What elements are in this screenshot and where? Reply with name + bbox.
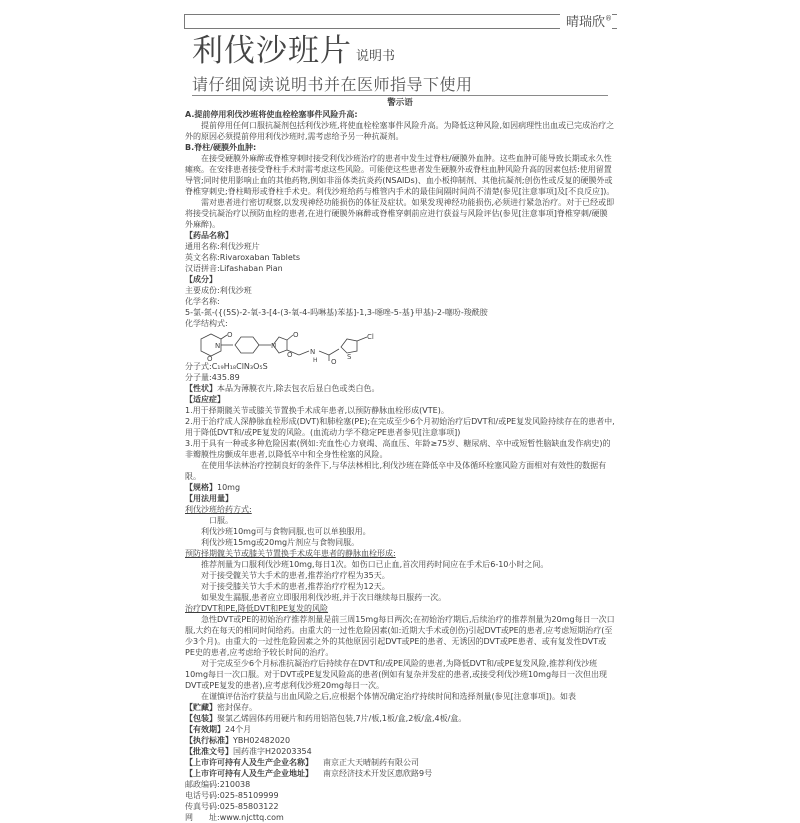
atom-o4: O [287, 351, 293, 359]
warning-a-text: 提前停用任何口服抗凝剂包括利伐沙班,将使血栓栓塞事件风险升高。为降低这种风险,如因病理性出血或已完成治疗之外的原因必须提前停用利伐沙班时,需考虑给予另一种抗凝剂。 [185, 121, 615, 141]
vte-line-1: 推荐剂量为口服利伐沙班10mg,每日1次。如伤口已止血,首次用药时间应在手术后6-10小时之间。 [201, 560, 549, 569]
approval-row: 【批准文号】国药准字H20203354 [185, 747, 312, 756]
brand-logo: 晴瑞欣® [560, 11, 612, 30]
chem-name: 5-氯-氮-({(5S)-2-氧-3-[4-(3-氧-4-吗啉基)苯基]-1,3-噁唑-5-基}甲基)-2-噻吩-羧酰胺 [185, 308, 488, 317]
structure-diagram [187, 331, 487, 365]
warning-b-text2: 需对患者进行密切观察,以发现神经功能损伤的体征及症状。如果发现神经功能损伤,必须进行紧急治疗。对于已经或即将接受抗凝治疗以预防血栓的患者,在进行硬膜外麻醉或脊椎穿刺前应进行获益与风险评估(参见[注意事项]脊椎穿刺/硬膜外麻醉)。 [185, 198, 615, 229]
fax: 传真号码:025-85803122 [185, 802, 279, 811]
dosage-method-1: 口服。 [209, 516, 233, 525]
package-row: 【包装】聚氯乙烯固体药用硬片和药用铝箔包装,7片/板,1板/盒,2板/盒,4板/盒。 [185, 714, 467, 723]
storage-row: 【贮藏】密封保存。 [185, 703, 257, 712]
indications-label: 【适应症】 [185, 395, 225, 404]
atom-cl: Cl [367, 333, 374, 341]
dosage-label: 【用法用量】 [185, 494, 233, 503]
warning-b-title: B.脊柱/硬膜外血肿: [185, 143, 257, 152]
vte-title: 预防择期髋关节或膝关节置换手术成年患者的静脉血栓形成: [185, 549, 396, 558]
atom-nh: N [310, 348, 316, 356]
indication-1: 1.用于择期髋关节或膝关节置换手术成年患者,以预防静脉血栓形成(VTE)。 [185, 406, 449, 415]
title-main: 利伐沙班片 [192, 33, 352, 69]
vte-line-4: 如果发生漏服,患者应立即服用利伐沙班,并于次日继续每日服药一次。 [201, 593, 447, 602]
chem-name-label: 化学名称: [185, 297, 220, 306]
atom-n2: N [271, 342, 277, 350]
address-row: 【上市许可持有人及生产企业地址】 南京经济技术开发区惠欣路9号 [185, 769, 433, 778]
dvt-title: 治疗DVT和PE,降低DVT和PE复发的风险 [185, 604, 329, 613]
drug-name-label: 【药品名称】 [185, 231, 233, 240]
standard-row: 【执行标准】YBH02482020 [185, 736, 291, 745]
header-frame [184, 14, 617, 29]
dvt-text-1: 急性DVT或PE的初始治疗推荐剂量是前三周15mg每日两次;在初始治疗期后,后续治疗的推荐剂量为20mg每日一次口服,大约在每天的相同时间给药。由重大的一过性危险因素(如:近期大手术或创伤)引起DVT或PE的患者,应考虑短期治疗(至少3个月)。由重大的一过性危险因素之外的其他原因引起DVT或PE的患者、无诱因的DVT或PE患者、或有复发性DVT或PE史的患者,应考虑给予较长时间的治疗。 [185, 615, 615, 657]
english-name: 英文名称:Rivaroxaban Tablets [185, 253, 301, 262]
atom-o3: O [293, 331, 299, 339]
dosage-method-2: 利伐沙班10mg可与食物同服,也可以单独服用。 [201, 527, 371, 536]
warning-a-title: A.提前停用利伐沙班将使血栓栓塞事件风险升高: [185, 110, 358, 119]
atom-n1: N [215, 342, 221, 350]
atom-o1: O [207, 355, 213, 363]
molecular-weight: 分子量:435.89 [185, 373, 240, 382]
dvt-text-3: 在谨慎评估治疗获益与出血风险之后,应根据个体情况确定治疗持续时间和选择剂量(参见[注意事项])。如表 [201, 692, 577, 701]
dosage-method-3: 利伐沙班15mg或20mg片剂应与食物同服。 [201, 538, 360, 547]
indication-note: 在使用华法林治疗控制良好的条件下,与华法林相比,利伐沙班在降低卒中及体循环栓塞风险方面相对有效性的数据有限。 [185, 461, 607, 481]
atom-s: S [347, 353, 352, 361]
dosage-method-title: 利伐沙班给药方式: [185, 505, 252, 514]
structure-label: 化学结构式: [185, 319, 228, 328]
instruction-subtitle: 请仔细阅读说明书并在医师指导下使用 [192, 75, 473, 94]
phone: 电话号码:025-85109999 [185, 791, 279, 800]
website-row: 网 址:www.njcttq.com [185, 813, 284, 822]
website: www.njcttq.com [219, 813, 284, 822]
composition-label: 【成分】 [185, 275, 217, 284]
molecular-formula: 分子式:C₁₉H₁₈ClN₃O₅S [185, 362, 268, 371]
postcode: 邮政编码:210038 [185, 780, 251, 789]
vte-line-2: 对于接受髋关节大手术的患者,推荐治疗疗程为35天。 [201, 571, 390, 580]
warning-b-text1: 在接受硬膜外麻醉或脊椎穿刺时接受利伐沙班治疗的患者中发生过脊柱/硬膜外血肿。这些血肿可能导致长期或永久性瘫痪。在安排患者接受脊柱手术时需考虑这些风险。可能使这些患者发生硬膜外或脊柱血肿风险升高的因素包括:使用留置导管;同时使用影响止血的其他药物,例如非甾体类抗炎药(NSAIDs)、血小板抑制剂、其他抗凝剂;创伤性或反复的硬膜外或脊椎穿刺史;脊柱畸形或脊柱手术史。利伐沙班给药与椎管内手术的最佳间隔时间尚不清楚(参见[注意事项]及[不良反应])。 [185, 154, 615, 196]
atom-h: H [313, 357, 318, 364]
main-ingredient: 主要成份:利伐沙班 [185, 286, 252, 295]
title-divider [192, 95, 608, 96]
indication-2: 2.用于治疗成人深静脉血栓形成(DVT)和肺栓塞(PE);在完成至少6个月初始治疗后DVT和/或PE复发风险持续存在的患者中,用于降低DVT和/或PE复发的风险。(血流动力学不稳定PE患者参见[注意事项]) [185, 417, 615, 437]
indication-3: 3.用于具有一种或多种危险因素(例如:充血性心力衰竭、高血压、年龄≥75岁、糖尿病、卒中或短暂性脑缺血发作病史)的非瓣膜性房颤成年患者,以降低卒中和全身性栓塞的风险。 [185, 439, 611, 459]
holder-row: 【上市许可持有人及生产企业名称】 南京正大天晴制药有限公司 [185, 758, 419, 767]
vte-line-3: 对于接受膝关节大手术的患者,推荐治疗疗程为12天。 [201, 582, 390, 591]
leaflet-body [185, 98, 615, 823]
atom-o5: O [331, 358, 337, 365]
warning-heading: 警示语 [387, 98, 413, 108]
dvt-text-2: 对于完成至少6个月标准抗凝治疗后持续存在DVT和/或PE风险的患者,为降低DVT和/或PE复发风险,推荐利伐沙班10mg每日一次口服。对于DVT或PE复发风险高的患者(例如有复杂并发症的患者,或接受利伐沙班10mg每日一次但出现DVT或PE复发的患者),应考虑利伐沙班20mg每日一次。 [185, 659, 608, 690]
chemical-structure [185, 331, 615, 365]
appearance-row: 【性状】本品为薄膜衣片,除去包衣后显白色或类白色。 [185, 384, 380, 393]
pinyin-name: 汉语拼音:Lifashaban Pian [185, 264, 283, 273]
validity-row: 【有效期】24个月 [185, 725, 252, 734]
document-title [192, 32, 395, 68]
generic-name: 通用名称:利伐沙班片 [185, 242, 260, 251]
spec-row: 【规格】10mg [185, 483, 241, 492]
title-sub: 说明书 [356, 49, 396, 64]
atom-o2: O [227, 331, 233, 339]
